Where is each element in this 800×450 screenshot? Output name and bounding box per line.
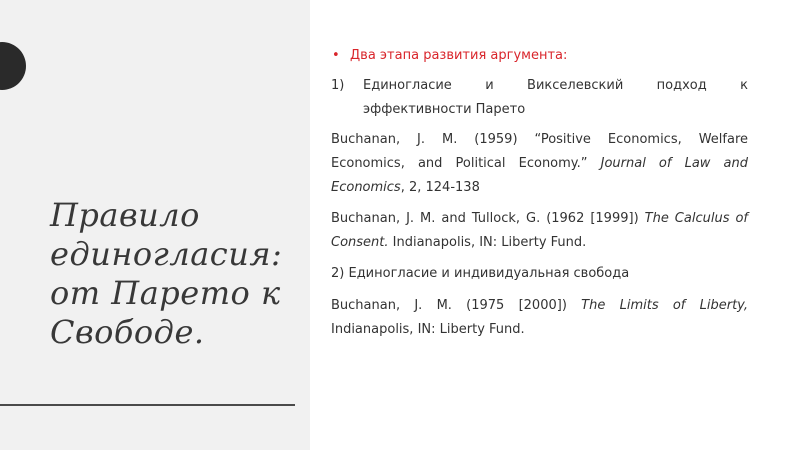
numbered-item-2: 2) Единогласие и индивидуальная свобода: [331, 266, 630, 281]
bullet-dot-icon: •: [332, 48, 340, 63]
bullet-item: [331, 44, 748, 68]
title-underline: [0, 404, 295, 406]
reference-1-authors: Buchanan, J. M. (1959) “Positive Economics, Welfare Economics, and Political Economy.”: [331, 132, 748, 171]
reference-1-details: , 2, 124-138: [400, 180, 480, 195]
reference-2-authors: Buchanan, J. M. and Tullock, G. (1962 [1999]): [331, 211, 645, 226]
left-panel: [0, 0, 310, 450]
slide-content: [331, 44, 748, 349]
reference-2-book: The Calculus of Consent.: [331, 211, 748, 250]
reference-3-book: The Limits of Liberty,: [581, 298, 748, 313]
reference-2: [331, 207, 748, 255]
reference-1: [331, 128, 748, 200]
reference-2-publisher: Indianapolis, IN: Liberty Fund.: [388, 235, 587, 250]
numbered-item-1: [331, 74, 748, 122]
bullet-text: Два этапа развития аргумента:: [350, 48, 568, 63]
item-text-line1: Единогласие и Викселевский подход к: [363, 78, 748, 93]
reference-1-journal: Journal of Law and Economics: [331, 156, 748, 195]
item-text-line2: эффективности Парето: [363, 102, 526, 117]
reference-3-authors: Buchanan, J. M. (1975 [2000]): [331, 298, 582, 313]
reference-3-publisher: Indianapolis, IN: Liberty Fund.: [331, 322, 525, 337]
slide-title: Правило единогласия: от Парето к Свободе.: [50, 196, 283, 351]
item-number: 1): [331, 78, 345, 93]
decorative-circle: [0, 42, 26, 90]
reference-3: [331, 294, 748, 342]
item-text: [363, 74, 748, 122]
